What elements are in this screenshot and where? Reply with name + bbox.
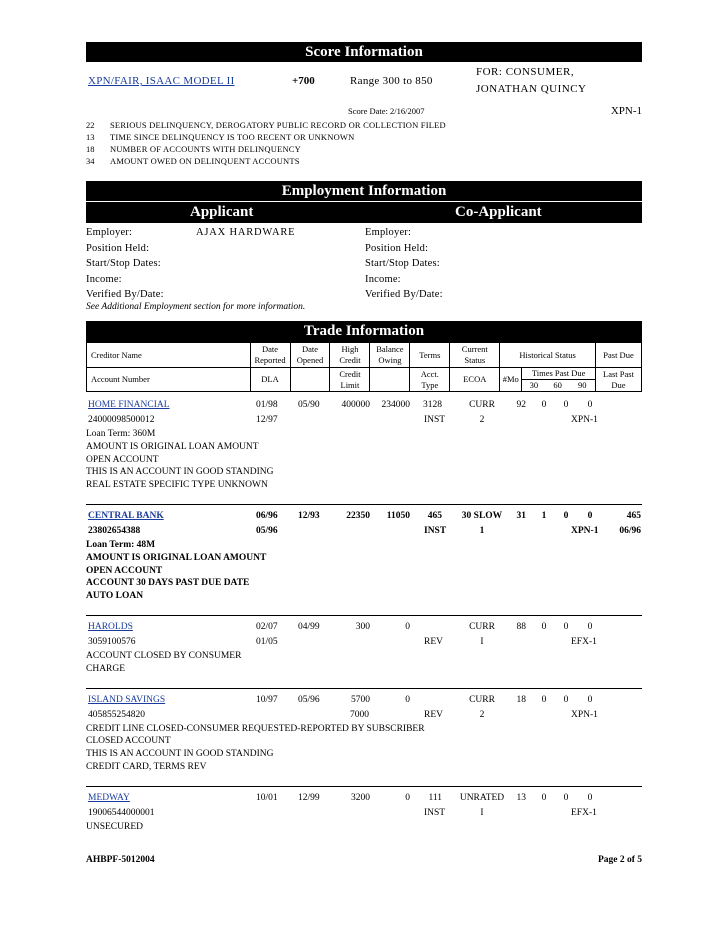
col-past-due: Past Due	[596, 343, 642, 368]
account-note: OPEN ACCOUNT	[86, 454, 159, 465]
score-reason	[86, 120, 642, 132]
account-note: ACCOUNT 30 DAYS PAST DUE DATE	[86, 578, 250, 589]
co-dates-label: Start/Stop Dates:	[365, 258, 440, 269]
trade-row-account	[86, 526, 642, 539]
account-number: 405855254820	[88, 709, 145, 720]
score-reasons-list	[86, 120, 642, 168]
dates-label: Start/Stop Dates:	[86, 258, 161, 269]
col-60: 60	[546, 380, 570, 392]
trade-account	[86, 504, 642, 615]
col-date-opened: Date Opened	[290, 343, 330, 368]
acct-date-reported: 02/07	[256, 621, 278, 632]
trade-accounts	[86, 398, 642, 846]
acct-high-credit: 5700	[351, 694, 370, 705]
score-model-link[interactable]: XPN/FAIR, ISAAC MODEL II	[88, 75, 235, 87]
col-last-past-due: Last Past Due	[596, 368, 642, 392]
score-reason	[86, 132, 642, 144]
acct-terms: 465	[427, 510, 442, 521]
trade-row-account	[86, 415, 642, 428]
reason-code: 22	[86, 120, 95, 130]
acct-ecoa: I	[480, 636, 484, 647]
acct-date-reported: 06/96	[256, 510, 278, 521]
acct-date-opened: 05/96	[298, 694, 320, 705]
trade-row-main	[86, 695, 642, 710]
col-times-past-due: Times Past Due	[522, 368, 596, 380]
creditor-name-link[interactable]: HOME FINANCIAL	[88, 400, 170, 410]
acct-balance: 11050	[386, 510, 410, 521]
acct-type: REV	[424, 709, 443, 720]
account-note: ACCOUNT CLOSED BY CONSUMER	[86, 650, 242, 661]
account-note: AUTO LOAN	[86, 591, 144, 602]
col-date-reported: Date Reported	[250, 343, 290, 368]
acct-date-reported: 01/98	[256, 400, 278, 410]
acct-balance: 0	[405, 694, 410, 705]
acct-t90: 0	[587, 621, 593, 632]
acct-status: CURR	[469, 621, 495, 632]
col-months: #Mo	[500, 368, 522, 392]
score-reason	[86, 144, 642, 156]
acct-mo: 88	[516, 621, 526, 632]
acct-terms: 3128	[423, 400, 442, 410]
employment-subheader	[86, 201, 642, 223]
acct-t30: 0	[541, 694, 547, 705]
trade-row-main	[86, 511, 642, 526]
account-note: AMOUNT IS ORIGINAL LOAN AMOUNT	[86, 552, 267, 563]
account-number: 3059100576	[88, 636, 136, 647]
acct-last-past-due: 06/96	[619, 525, 641, 536]
acct-date-opened: 12/99	[298, 792, 320, 803]
account-note: Loan Term: 360M	[86, 429, 156, 439]
col-dla: DLA	[250, 368, 290, 392]
acct-date-opened: 05/90	[298, 400, 320, 410]
account-note: THIS IS AN ACCOUNT IN GOOD STANDING	[86, 467, 274, 478]
acct-type: INST	[424, 525, 447, 536]
acct-date-opened: 04/99	[298, 621, 320, 632]
report-page	[86, 42, 642, 846]
score-date: Score Date: 2/16/2007	[348, 106, 425, 116]
acct-mo: 92	[516, 400, 526, 410]
acct-date-opened: 12/93	[298, 510, 320, 521]
score-for-label: FOR: CONSUMER,	[476, 66, 575, 78]
acct-dla: 01/05	[256, 636, 278, 647]
acct-source: XPN-1	[571, 415, 598, 425]
col-high-credit: High Credit	[330, 343, 370, 368]
creditor-name-link[interactable]: MEDWAY	[88, 792, 130, 803]
acct-balance: 0	[405, 621, 410, 632]
col-terms: Terms	[410, 343, 450, 368]
trade-account	[86, 688, 642, 786]
reason-text: SERIOUS DELINQUENCY, DEROGATORY PUBLIC RECORD OR COLLECTION FILED	[110, 120, 446, 130]
col-blank	[290, 368, 330, 392]
income-label: Income:	[86, 273, 122, 285]
acct-t60: 0	[563, 400, 569, 410]
account-note: CREDIT LINE CLOSED-CONSUMER REQUESTED-REPORTED BY SUBSCRIBER	[86, 723, 425, 734]
reason-code: 18	[86, 144, 95, 154]
acct-t60: 0	[563, 621, 569, 632]
col-30: 30	[522, 380, 546, 392]
acct-dla: 05/96	[256, 525, 278, 536]
trade-account	[86, 786, 642, 846]
acct-source: XPN-1	[571, 709, 598, 720]
trade-row-main	[86, 793, 642, 808]
account-number: 19006544000001	[88, 807, 155, 818]
reason-text: NUMBER OF ACCOUNTS WITH DELINQUENCY	[110, 144, 302, 154]
acct-dla: 12/97	[256, 415, 278, 425]
acct-high-credit: 22350	[346, 510, 370, 521]
account-note: CREDIT CARD, TERMS REV	[86, 761, 207, 772]
acct-balance: 234000	[381, 400, 410, 410]
footer-form-id: AHBPF-5012004	[86, 855, 155, 865]
acct-high-credit: 300	[355, 621, 370, 632]
trade-row-main	[86, 400, 642, 415]
col-acct-type: Acct. Type	[410, 368, 450, 392]
employment-header: Employment Information	[86, 181, 642, 201]
acct-status: CURR	[469, 400, 495, 410]
acct-ecoa: 1	[479, 525, 485, 536]
acct-past-due: 465	[626, 510, 641, 521]
acct-t60: 0	[563, 510, 569, 521]
acct-ecoa: I	[480, 807, 484, 818]
position-label: Position Held:	[86, 242, 150, 254]
employer-label: Employer:	[86, 227, 133, 238]
verified-label: Verified By/Date:	[86, 289, 164, 300]
acct-date-reported: 10/97	[256, 694, 278, 705]
employment-note: See Additional Employment section for more information.	[86, 302, 306, 312]
acct-status: CURR	[469, 694, 495, 705]
acct-t90: 0	[587, 510, 593, 521]
reason-text: TIME SINCE DELINQUENCY IS TOO RECENT OR UNKNOWN	[110, 132, 355, 142]
trade-header: Trade Information	[86, 321, 642, 342]
acct-t60: 0	[563, 694, 569, 705]
applicant-heading: Applicant	[190, 204, 254, 220]
acct-terms: 111	[428, 792, 442, 803]
trade-account	[86, 615, 642, 688]
trade-column-headers	[86, 342, 642, 392]
score-date-row	[86, 104, 642, 120]
account-note: AMOUNT IS ORIGINAL LOAN AMOUNT	[86, 441, 259, 452]
account-note: REAL ESTATE SPECIFIC TYPE UNKNOWN	[86, 480, 268, 491]
acct-type: INST	[424, 807, 446, 818]
acct-mo: 18	[516, 694, 526, 705]
score-header: Score Information	[86, 42, 642, 62]
trade-row-main	[86, 622, 642, 637]
account-note: CHARGE	[86, 663, 126, 674]
account-number: 23802654388	[88, 525, 141, 536]
co-position-label: Position Held:	[365, 242, 429, 254]
acct-t30: 0	[541, 792, 547, 803]
col-balance-owing: Balance Owing	[370, 343, 410, 368]
acct-type: REV	[424, 636, 443, 647]
co-verified-label: Verified By/Date:	[365, 289, 443, 300]
acct-status: UNRATED	[459, 792, 505, 803]
score-value: +700	[292, 75, 315, 87]
employment-details	[86, 225, 642, 303]
trade-account	[86, 398, 642, 504]
account-note: OPEN ACCOUNT	[86, 565, 163, 576]
acct-source: EFX-1	[571, 807, 597, 818]
score-summary	[86, 62, 642, 104]
score-reason	[86, 156, 642, 168]
col-blank-2	[370, 368, 410, 392]
acct-source: EFX-1	[571, 636, 597, 647]
score-for-name: JONATHAN QUINCY	[476, 83, 587, 95]
col-historical-status: Historical Status	[500, 343, 596, 368]
co-income-label: Income:	[365, 273, 401, 285]
reason-code: 34	[86, 156, 95, 166]
acct-high-credit: 400000	[341, 400, 370, 410]
score-range: Range 300 to 850	[350, 75, 433, 87]
acct-source: XPN-1	[571, 525, 599, 536]
co-employer-label: Employer:	[365, 227, 412, 238]
creditor-name-link[interactable]: HAROLDS	[88, 621, 133, 632]
acct-mo: 31	[516, 510, 526, 521]
creditor-name-link[interactable]: ISLAND SAVINGS	[88, 694, 166, 705]
account-note: UNSECURED	[86, 821, 144, 832]
acct-t90: 0	[587, 694, 593, 705]
col-credit-limit: Credit Limit	[330, 368, 370, 392]
footer-page-number: Page 2 of 5	[597, 855, 642, 865]
acct-t60: 0	[563, 792, 569, 803]
acct-balance: 0	[405, 792, 410, 803]
account-note: CLOSED ACCOUNT	[86, 736, 171, 747]
acct-type: INST	[424, 415, 446, 425]
reason-code: 13	[86, 132, 95, 142]
col-ecoa: ECOA	[450, 368, 500, 392]
acct-credit-limit: 7000	[350, 709, 369, 720]
reason-text: AMOUNT OWED ON DELINQUENT ACCOUNTS	[110, 156, 300, 166]
acct-t90: 0	[587, 792, 593, 803]
acct-t30: 0	[541, 400, 547, 410]
account-note: Loan Term: 48M	[86, 539, 156, 550]
creditor-name-link[interactable]: CENTRAL BANK	[88, 510, 164, 521]
account-note: THIS IS AN ACCOUNT IN GOOD STANDING	[86, 749, 274, 760]
acct-status: 30 SLOW	[461, 510, 503, 521]
score-source: XPN-1	[610, 105, 642, 117]
employer-value: AJAX HARDWARE	[196, 227, 296, 238]
acct-t30: 0	[541, 621, 547, 632]
co-applicant-heading: Co-Applicant	[455, 204, 542, 220]
col-90: 90	[570, 380, 596, 392]
trade-row-account	[86, 808, 642, 821]
acct-t30: 1	[541, 510, 547, 521]
acct-t90: 0	[587, 400, 593, 410]
col-current-status: Current Status	[450, 343, 500, 368]
acct-ecoa: 2	[479, 415, 485, 425]
col-creditor-name: Creditor Name	[87, 343, 251, 368]
trade-row-account	[86, 710, 642, 723]
trade-row-account	[86, 637, 642, 650]
acct-date-reported: 10/01	[256, 792, 278, 803]
acct-ecoa: 2	[479, 709, 485, 720]
col-account-number: Account Number	[87, 368, 251, 392]
account-number: 24000098500012	[88, 415, 155, 425]
acct-high-credit: 3200	[351, 792, 370, 803]
acct-mo: 13	[516, 792, 526, 803]
